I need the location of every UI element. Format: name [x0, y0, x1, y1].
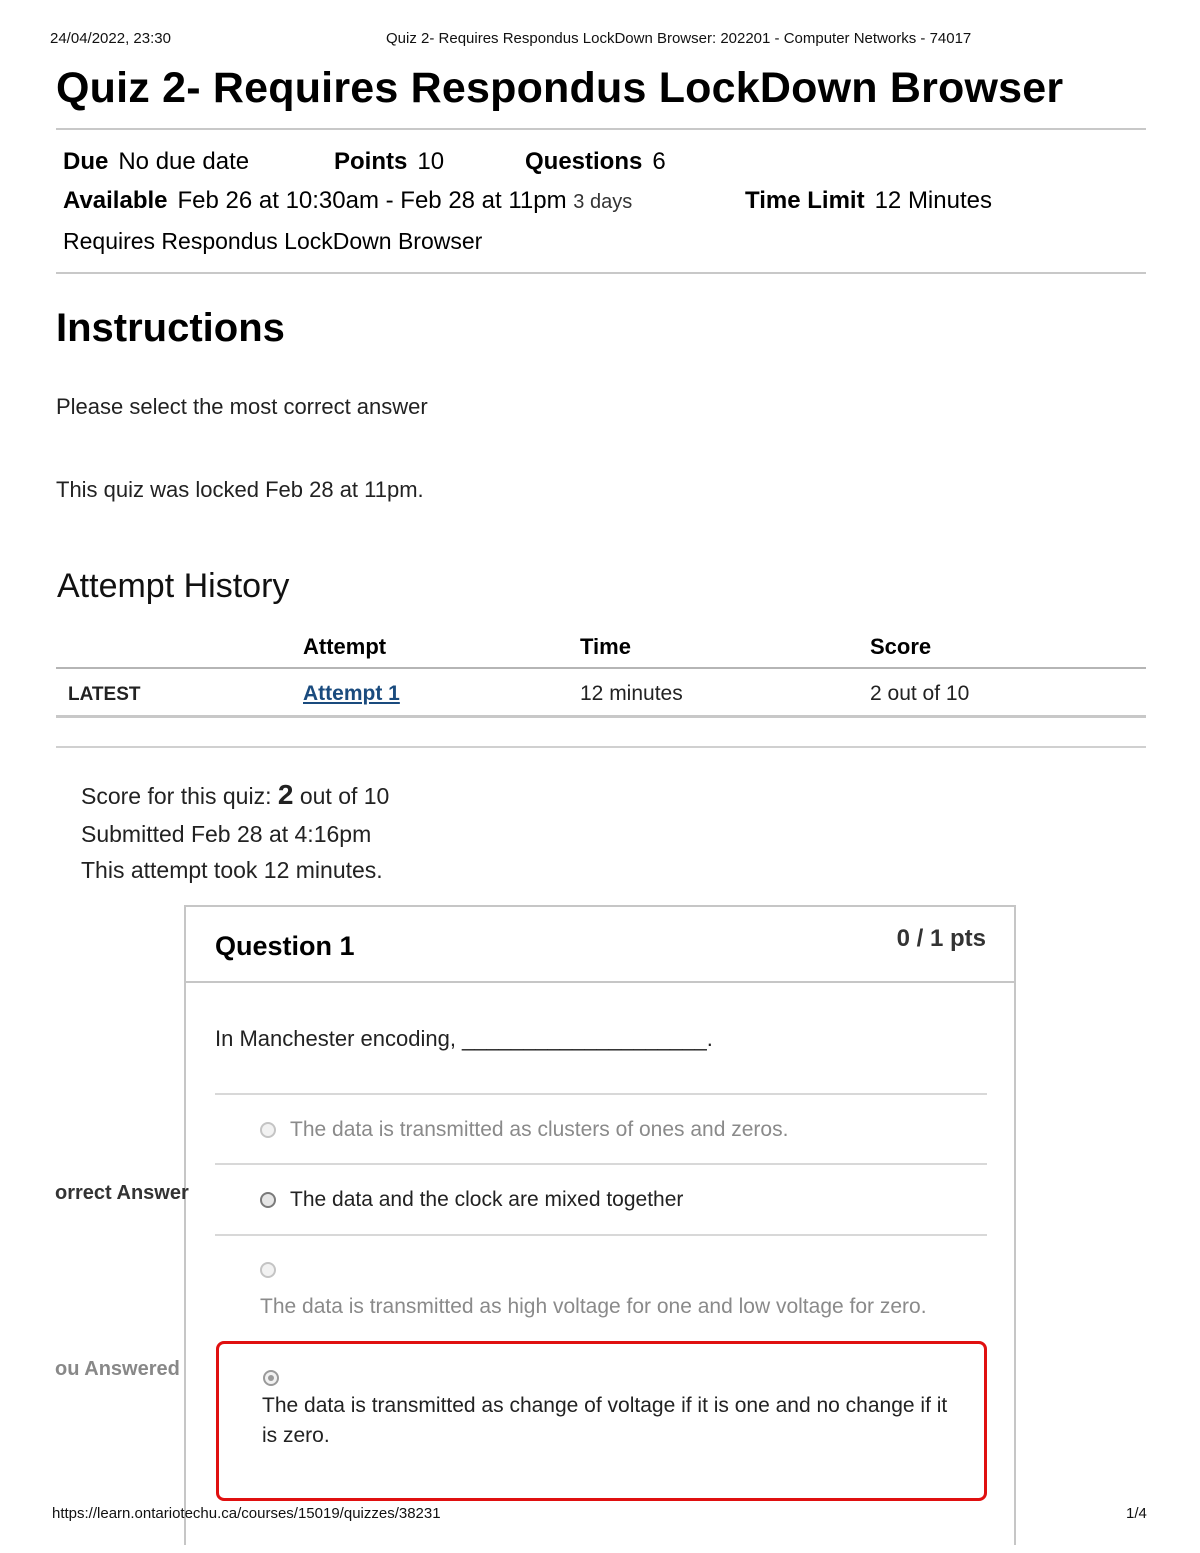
available-label: Available: [63, 187, 168, 214]
points-meta: [334, 148, 444, 176]
column-header-time: Time: [580, 634, 631, 659]
time-limit-value: 12 Minutes: [874, 187, 992, 214]
submitted-time: Submitted Feb 28 at 4:16pm: [81, 821, 372, 847]
divider: [56, 272, 1146, 274]
you-answered-label: ou Answered: [55, 1358, 180, 1380]
points-value: 10: [417, 148, 445, 175]
latest-tag: LATEST: [68, 684, 141, 705]
attempt-time: 12 minutes: [580, 682, 683, 705]
answer-text-4-line-2: is zero.: [262, 1424, 330, 1447]
instructions-text: Please select the most correct answer: [56, 394, 428, 419]
answer-radio-2[interactable]: [260, 1192, 276, 1208]
question-text: In Manchester encoding, ____________________.: [215, 1026, 713, 1051]
score-prefix: Score for this quiz:: [81, 783, 272, 809]
locked-notice: This quiz was locked Feb 28 at 11pm.: [56, 477, 424, 502]
time-limit-label: Time Limit: [745, 187, 865, 214]
side-rule: [184, 1212, 186, 1332]
questions-label: Questions: [525, 148, 643, 175]
due-value: No due date: [118, 148, 250, 175]
answer-radio-1[interactable]: [260, 1122, 276, 1138]
attempt-history-heading: Attempt History: [57, 567, 290, 605]
available-meta: [63, 187, 632, 215]
answer-divider: [215, 1163, 987, 1165]
side-rule: [184, 1392, 186, 1502]
questions-meta: [525, 148, 666, 176]
score-suffix: out of 10: [299, 783, 390, 809]
answer-radio-3[interactable]: [260, 1262, 276, 1278]
answer-divider: [215, 1234, 987, 1236]
points-label: Points: [334, 148, 408, 175]
table-header-divider: [56, 667, 1146, 669]
score-value: 2: [277, 779, 294, 810]
print-page-number: 1/4: [1126, 1505, 1147, 1522]
column-header-score: Score: [870, 634, 932, 659]
answer-text-4-line-1: The data is transmitted as change of voltage if it is one and no change if it: [262, 1394, 948, 1417]
table-bottom-divider: [56, 715, 1146, 718]
score-summary: [81, 779, 389, 811]
divider: [56, 746, 1146, 748]
attempt-score: 2 out of 10: [870, 682, 970, 705]
lockdown-requirement: Requires Respondus LockDown Browser: [63, 228, 483, 254]
attempt-link[interactable]: [303, 682, 400, 706]
questions-value: 6: [652, 148, 666, 175]
question-title: Question 1: [215, 931, 355, 961]
due-label: Due: [63, 148, 109, 175]
correct-answer-label: orrect Answer: [55, 1182, 189, 1204]
answer-text-1: The data is transmitted as clusters of ones and zeros.: [290, 1118, 789, 1141]
available-duration: 3 days: [573, 191, 633, 213]
available-value: Feb 26 at 10:30am - Feb 28 at 11pm: [177, 187, 567, 214]
page-title: Quiz 2- Requires Respondus LockDown Browser: [56, 64, 1064, 112]
time-limit-meta: [745, 187, 992, 215]
answer-text-3: The data is transmitted as high voltage for one and low voltage for zero.: [260, 1295, 927, 1318]
column-header-attempt: Attempt: [303, 634, 387, 659]
question-points: 0 / 1 pts: [896, 925, 986, 952]
print-datetime: 24/04/2022, 23:30: [50, 30, 171, 47]
attempt-link-label[interactable]: Attempt 1: [303, 682, 400, 705]
attempt-duration: This attempt took 12 minutes.: [81, 857, 383, 883]
print-document-title: Quiz 2- Requires Respondus LockDown Browser: 202201 - Computer Networks - 74017: [386, 30, 972, 47]
selected-answer-highlight: [216, 1341, 987, 1501]
divider: [56, 128, 1146, 130]
instructions-heading: Instructions: [56, 306, 285, 350]
answer-text-2: The data and the clock are mixed together: [290, 1188, 684, 1211]
due-meta: [63, 148, 249, 176]
answer-divider: [215, 1093, 987, 1095]
answer-radio-4-selected[interactable]: [263, 1370, 279, 1386]
question-header: [186, 907, 1014, 983]
print-url: https://learn.ontariotechu.ca/courses/15019/quizzes/38231: [52, 1505, 441, 1522]
